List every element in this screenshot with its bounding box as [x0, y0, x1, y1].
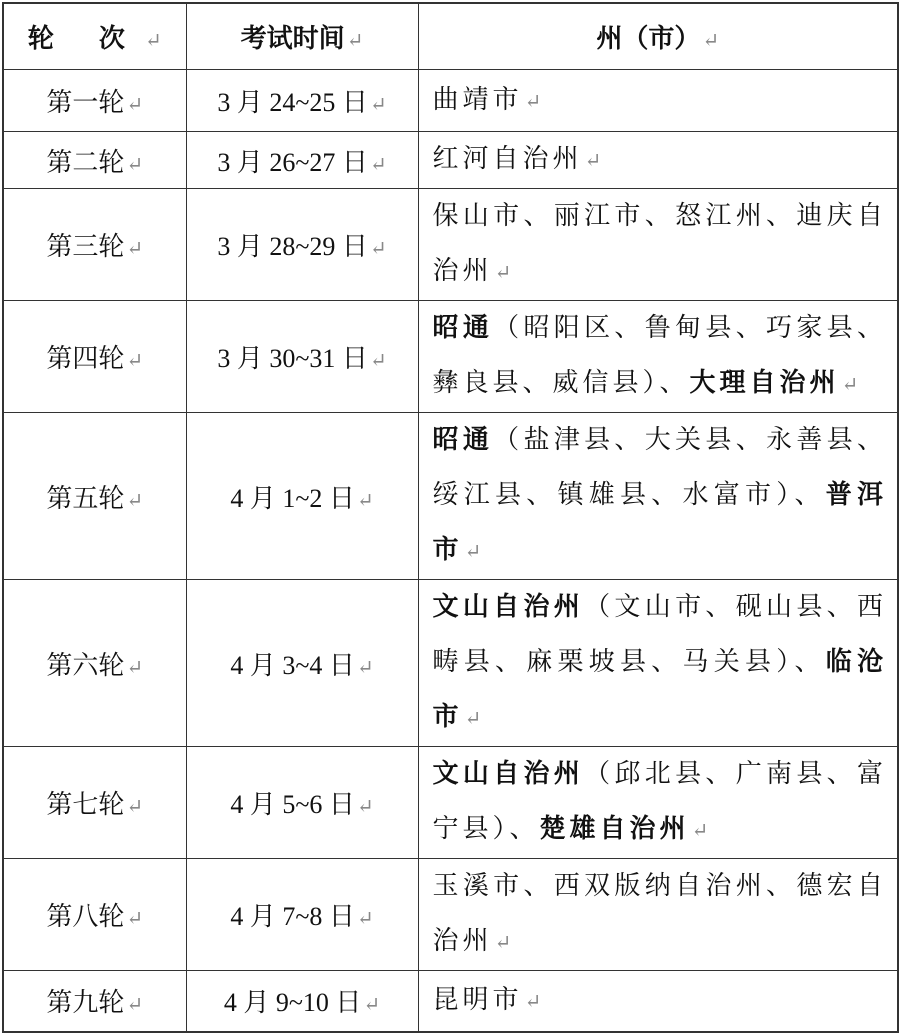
region-name: （昭阳区、鲁甸县、巧家县、彝良县、威信县）、	[432, 313, 887, 398]
region-name: 玉溪市、西双版纳自治州、德宏自治州	[432, 871, 887, 956]
prefecture-cell: 昆明市 ↵	[418, 971, 898, 1032]
region-name: 红河自治州	[432, 144, 583, 174]
prefecture-cell: 昭通（盐津县、大关县、永善县、绥江县、镇雄县、水富市）、普洱市 ↵	[418, 413, 898, 580]
table-row	[3, 580, 898, 747]
region-name: 保山市、丽江市、怒江州、迪庆自治州	[432, 201, 887, 286]
region-name-bold: 昭通	[432, 425, 494, 455]
header-prefecture: 州（市） ↵	[418, 3, 898, 70]
round-cell: 第六轮 ↵	[3, 580, 186, 747]
region-name-bold: 大理自治州	[689, 368, 840, 398]
exam-date-cell: 4 月 1~2 日 ↵	[186, 413, 418, 580]
table-row	[3, 70, 898, 132]
round-cell: 第九轮 ↵	[3, 971, 186, 1032]
table-row	[3, 971, 898, 1032]
region-name-bold: 临沧市	[432, 647, 887, 732]
prefecture-cell: 保山市、丽江市、怒江州、迪庆自治州 ↵	[418, 189, 898, 301]
prefecture-cell: 文山自治州（文山市、砚山县、西畴县、麻栗坡县、马关县）、临沧市 ↵	[418, 580, 898, 747]
region-name: （邱北县、广南县、富宁县）、	[432, 759, 887, 844]
round-cell: 第二轮 ↵	[3, 132, 186, 189]
table-row	[3, 859, 898, 971]
region-name: 昆明市	[432, 984, 523, 1015]
region-name-bold: 普洱市	[432, 480, 887, 565]
round-cell: 第七轮 ↵	[3, 747, 186, 859]
prefecture-cell: 玉溪市、西双版纳自治州、德宏自治州 ↵	[418, 859, 898, 971]
region-name-bold: 文山自治州	[432, 759, 585, 789]
prefecture-cell: 昭通（昭阳区、鲁甸县、巧家县、彝良县、威信县）、大理自治州 ↵	[418, 301, 898, 413]
header-row	[3, 3, 898, 70]
region-name-bold: 楚雄自治州	[539, 814, 690, 844]
table-row	[3, 747, 898, 859]
exam-date-cell: 4 月 9~10 日 ↵	[186, 971, 418, 1032]
prefecture-cell: 曲靖市 ↵	[418, 70, 898, 132]
round-cell: 第八轮 ↵	[3, 859, 186, 971]
table-row	[3, 189, 898, 301]
exam-date-cell: 4 月 7~8 日 ↵	[186, 859, 418, 971]
table-row	[3, 132, 898, 189]
exam-date-cell: 3 月 30~31 日 ↵	[186, 301, 418, 413]
exam-schedule-table	[2, 2, 899, 1033]
table-row	[3, 413, 898, 580]
round-cell: 第一轮 ↵	[3, 70, 186, 132]
region-name: 曲靖市	[432, 84, 523, 115]
round-cell: 第四轮 ↵	[3, 301, 186, 413]
round-cell: 第五轮 ↵	[3, 413, 186, 580]
exam-date-cell: 3 月 28~29 日 ↵	[186, 189, 418, 301]
region-name-bold: 文山自治州	[432, 592, 585, 622]
exam-date-cell: 3 月 24~25 日 ↵	[186, 70, 418, 132]
region-name: （文山市、砚山县、西畴县、麻栗坡县、马关县）、	[432, 592, 887, 677]
exam-date-cell: 3 月 26~27 日 ↵	[186, 132, 418, 189]
region-name: （盐津县、大关县、永善县、绥江县、镇雄县、水富市）、	[432, 425, 887, 510]
prefecture-cell: 红河自治州 ↵	[418, 132, 898, 189]
header-exam-time: 考试时间 ↵	[186, 3, 418, 70]
round-cell: 第三轮 ↵	[3, 189, 186, 301]
table-row	[3, 301, 898, 413]
header-round: 轮 次 ↵	[3, 3, 186, 70]
region-name-bold: 昭通	[432, 313, 494, 343]
prefecture-cell: 文山自治州（邱北县、广南县、富宁县）、楚雄自治州 ↵	[418, 747, 898, 859]
exam-date-cell: 4 月 5~6 日 ↵	[186, 747, 418, 859]
exam-date-cell: 4 月 3~4 日 ↵	[186, 580, 418, 747]
